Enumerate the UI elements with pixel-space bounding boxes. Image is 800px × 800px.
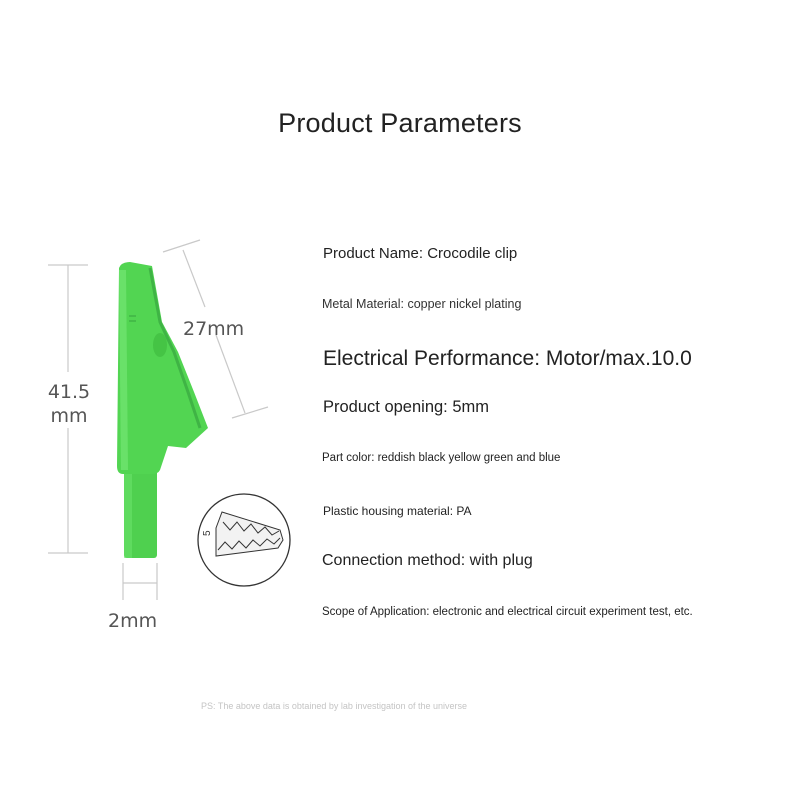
width-dimension-line xyxy=(123,563,157,600)
spec-part-color: Part color: reddish black yellow green and blue xyxy=(322,452,561,464)
height-dimension-label xyxy=(44,380,94,428)
height-unit: mm xyxy=(50,405,88,427)
spec-connection-method: Connection method: with plug xyxy=(322,552,533,569)
spec-electrical-performance: Electrical Performance: Motor/max.10.0 xyxy=(323,347,692,370)
footnote: PS: The above data is obtained by lab investigation of the universe xyxy=(201,701,468,711)
jaw-detail-number: 5 xyxy=(202,530,213,536)
spec-plastic-housing: Plastic housing material: PA xyxy=(323,504,472,518)
width-dimension-label: 2mm xyxy=(108,610,158,632)
clip-body xyxy=(117,262,208,558)
spec-scope: Scope of Application: electronic and electrical circuit experiment test, etc. xyxy=(322,606,693,618)
length-dimension-label: 27mm xyxy=(183,318,245,340)
spec-product-opening: Product opening: 5mm xyxy=(323,398,490,416)
height-value: 41.5 xyxy=(47,381,91,403)
page-title: Product Parameters xyxy=(278,108,522,138)
spec-product-name: Product Name: Crocodile clip xyxy=(323,245,518,262)
spec-metal-material: Metal Material: copper nickel plating xyxy=(322,297,522,311)
jaw-detail-circle xyxy=(198,494,290,586)
